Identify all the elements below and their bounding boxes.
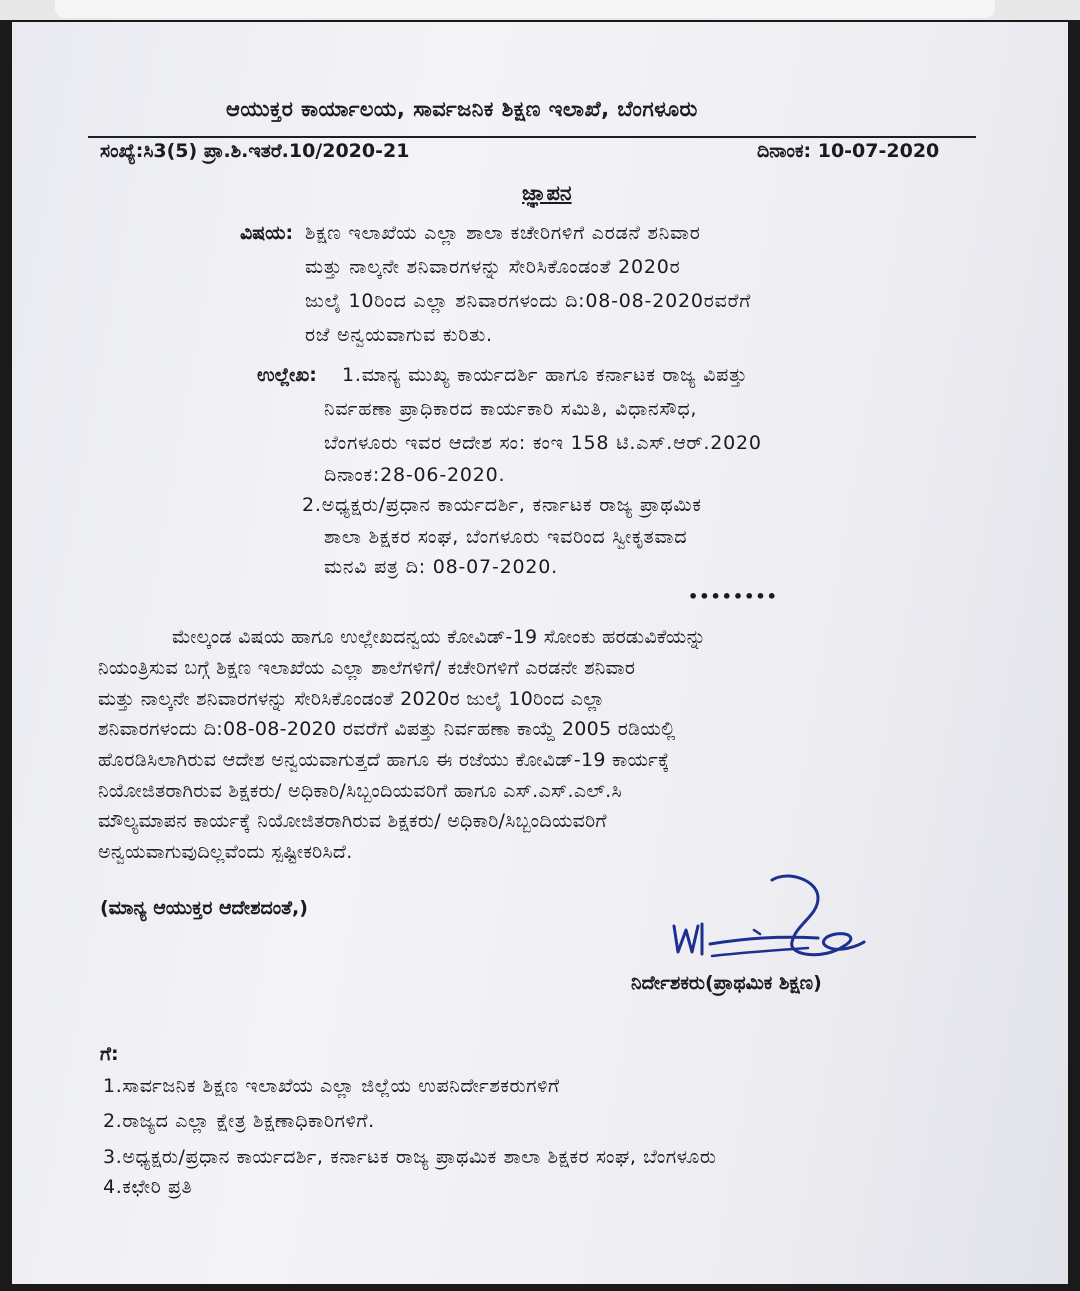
subject-line: ಮತ್ತು ನಾಲ್ಕನೇ ಶನಿವಾರಗಳನ್ನು ಸೇರಿಸಿಕೊಂಡಂತೆ 2020ರ [305, 256, 681, 278]
reference-1-line: 1.ಮಾನ್ಯ ಮುಖ್ಯ ಕಾರ್ಯದರ್ಶಿ ಹಾಗೂ ಕರ್ನಾಟಕ ರಾಜ್ಯ ವಿಪತ್ತು [342, 364, 748, 386]
copy-to-label: ಗೆ: [100, 1043, 119, 1065]
section-separator: •••••••• [688, 587, 778, 606]
office-title: ಆಯುಕ್ತರ ಕಾರ್ಯಾಲಯ, ಸಾರ್ವಜನಿಕ ಶಿಕ್ಷಣ ಇಲಾಖೆ, ಬೆಂಗಳೂರು [226, 97, 698, 121]
body-line: ನಿಯೋಜಿತರಾಗಿರುವ ಶಿಕ್ಷಕರು/ ಅಧಿಕಾರಿ/ಸಿಬ್ಬಂದಿಯವರಿಗೆ ಹಾಗೂ ಎಸ್.ಎಸ್.ಎಲ್.ಸಿ [98, 780, 622, 802]
reference-1-line: ಬೆಂಗಳೂರು ಇವರ ಆದೇಶ ಸಂ: ಕಂಇ 158 ಟಿ.ಎಸ್.ಆರ್.2020 [324, 432, 762, 454]
body-line: ಹೊರಡಿಸಿಲಾಗಿರುವ ಆದೇಶ ಅನ್ವಯವಾಗುತ್ತದೆ ಹಾಗೂ ಈ ರಜೆಯು ಕೋವಿಡ್-19 ಕಾರ್ಯಕ್ಕೆ [98, 749, 670, 771]
document-date: ದಿನಾಂಕ: 10-07-2020 [757, 140, 940, 162]
reference-1-line: ನಿರ್ವಹಣಾ ಪ್ರಾಧಿಕಾರದ ಕಾರ್ಯಕಾರಿ ಸಮಿತಿ, ವಿಧಾನಸೌಧ, [324, 398, 698, 420]
document-page [12, 22, 1068, 1284]
reference-number: ಸಂಖ್ಯೆ:ಸಿ3(5) ಪ್ರಾ.ಶಿ.ಇತರೆ.10/2020-21 [100, 140, 410, 162]
by-order-line: (ಮಾನ್ಯ ಆಯುಕ್ತರ ಆದೇಶದಂತೆ,) [100, 897, 308, 919]
subject-label: ವಿಷಯ: [240, 222, 294, 244]
window-top-tab [55, 0, 995, 18]
reference-1-line: ದಿನಾಂಕ:28-06-2020. [324, 464, 506, 486]
body-line: ನಿಯಂತ್ರಿಸುವ ಬಗ್ಗೆ ಶಿಕ್ಷಣ ಇಲಾಖೆಯ ಎಲ್ಲಾ ಶಾಲೆಗಳಿಗೆ/ ಕಚೇರಿಗಳಿಗೆ ಎರಡನೇ ಶನಿವಾರ [98, 657, 636, 679]
copy-to-item: 1.ಸಾರ್ವಜನಿಕ ಶಿಕ್ಷಣ ಇಲಾಖೆಯ ಎಲ್ಲಾ ಜಿಲ್ಲೆಯ ಉಪನಿರ್ದೇಶಕರುಗಳಿಗೆ [103, 1075, 560, 1097]
copy-to-item: 2.ರಾಜ್ಯದ ಎಲ್ಲಾ ಕ್ಷೇತ್ರ ಶಿಕ್ಷಣಾಧಿಕಾರಿಗಳಿಗೆ. [103, 1110, 375, 1132]
notice-heading: ಜ್ಞಾಪನ [522, 181, 572, 205]
subject-line: ರಜೆ ಅನ್ವಯವಾಗುವ ಕುರಿತು. [305, 324, 493, 346]
copy-to-item: 4.ಕಛೇರಿ ಪ್ರತಿ [103, 1176, 193, 1198]
reference-2-line: ಶಾಲಾ ಶಿಕ್ಷಕರ ಸಂಘ, ಬೆಂಗಳೂರು ಇವರಿಂದ ಸ್ವೀಕೃತವಾದ [324, 526, 688, 548]
handwritten-signature-icon [668, 868, 868, 968]
body-line: ಮೇಲ್ಕಂಡ ವಿಷಯ ಹಾಗೂ ಉಲ್ಲೇಖದನ್ವಯ ಕೋವಿಡ್-19 ಸೋಂಕು ಹರಡುವಿಕೆಯನ್ನು [172, 626, 707, 648]
subject-line: ಜುಲೈ 10ರಿಂದ ಎಲ್ಲಾ ಶನಿವಾರಗಳಂದು ದಿ:08-08-2020ರವರೆಗೆ [305, 290, 752, 312]
body-line: ಮೌಲ್ಯಮಾಪನ ಕಾರ್ಯಕ್ಕೆ ನಿಯೋಜಿತರಾಗಿರುವ ಶಿಕ್ಷಕರು/ ಅಧಿಕಾರಿ/ಸಿಬ್ಬಂದಿಯವರಿಗೆ [98, 810, 607, 832]
body-line: ಅನ್ವಯವಾಗುವುದಿಲ್ಲವೆಂದು ಸ್ಪಷ್ಟೀಕರಿಸಿದೆ. [98, 841, 353, 863]
copy-to-item: 3.ಅಧ್ಯಕ್ಷರು/ಪ್ರಧಾನ ಕಾರ್ಯದರ್ಶಿ, ಕರ್ನಾಟಕ ರಾಜ್ಯ ಪ್ರಾಥಮಿಕ ಶಾಲಾ ಶಿಕ್ಷಕರ ಸಂಘ, ಬೆಂಗಳೂರು [103, 1146, 717, 1168]
subject-line: ಶಿಕ್ಷಣ ಇಲಾಖೆಯ ಎಲ್ಲಾ ಶಾಲಾ ಕಚೇರಿಗಳಿಗೆ ಎರಡನೆ ಶನಿವಾರ [305, 222, 701, 244]
reference-2-line: 2.ಅಧ್ಯಕ್ಷರು/ಪ್ರಧಾನ ಕಾರ್ಯದರ್ಶಿ, ಕರ್ನಾಟಕ ರಾಜ್ಯ ಪ್ರಾಥಮಿಕ [302, 494, 702, 516]
body-line: ಶನಿವಾರಗಳಂದು ದಿ:08-08-2020 ರವರೆಗೆ ವಿಪತ್ತು ನಿರ್ವಹಣಾ ಕಾಯ್ದೆ 2005 ರಡಿಯಲ್ಲಿ [98, 718, 676, 740]
body-line: ಮತ್ತು ನಾಲ್ಕನೇ ಶನಿವಾರಗಳನ್ನು ಸೇರಿಸಿಕೊಂಡಂತೆ 2020ರ ಜುಲೈ 10ರಿಂದ ಎಲ್ಲಾ [98, 688, 605, 710]
reference-2-line: ಮನವಿ ಪತ್ರ ದಿ: 08-07-2020. [324, 556, 558, 578]
reference-label: ಉಲ್ಲೇಖ: [257, 364, 317, 386]
signatory-designation: ನಿರ್ದೇಶಕರು(ಪ್ರಾಥಮಿಕ ಶಿಕ್ಷಣ) [631, 972, 822, 994]
